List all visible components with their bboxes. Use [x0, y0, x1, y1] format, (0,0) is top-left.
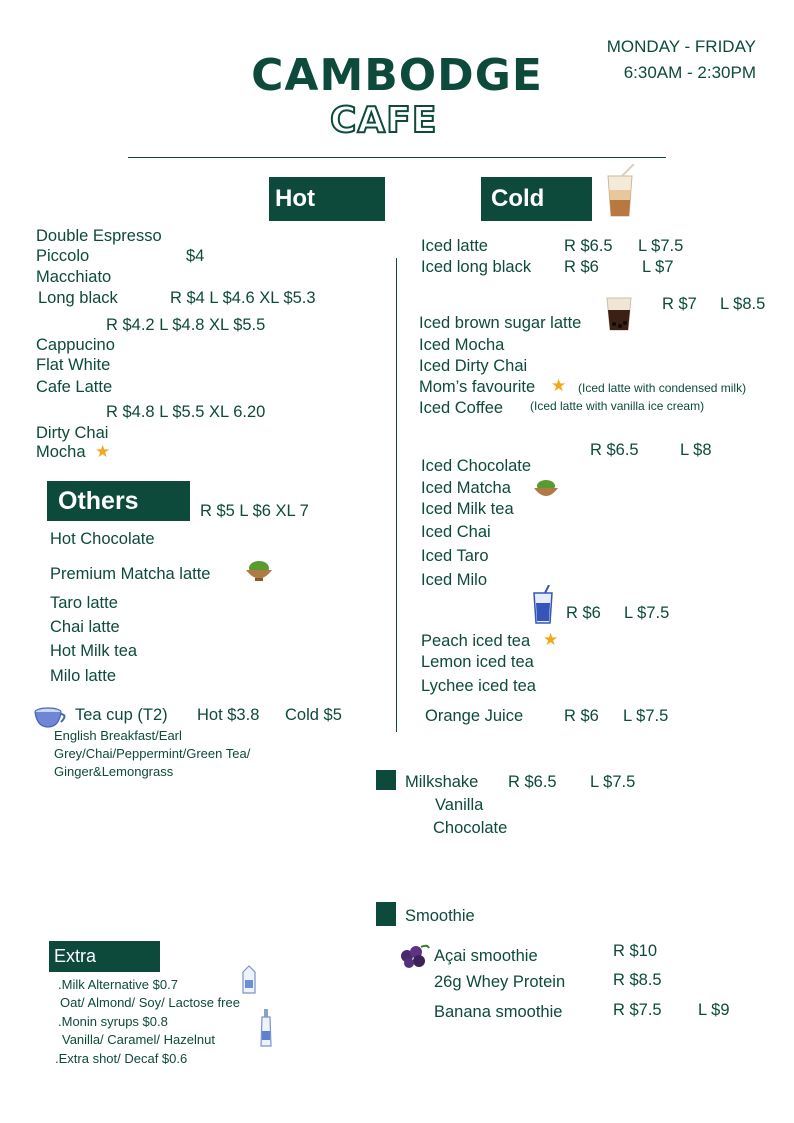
smoothie-item: Banana smoothie	[434, 1003, 563, 1021]
hot-item: Cafe Latte	[36, 378, 113, 396]
orange-juice-r-price: R $6	[564, 707, 599, 725]
tea-flavours: English Breakfast/Earl	[54, 728, 182, 743]
milk-coffee-prices: R $4.2 L $4.8 XL $5.5	[106, 316, 266, 334]
cold-item: Iced long black	[421, 258, 532, 276]
hours-time: 6:30AM - 2:30PM	[623, 63, 756, 82]
group2-r-price: R $7	[662, 295, 697, 313]
iced-latte-l-price: L $7.5	[638, 237, 684, 255]
others-item: Taro latte	[50, 594, 118, 612]
tea-flavours: Ginger&Lemongrass	[54, 764, 174, 779]
whey-r-price: R $8.5	[613, 971, 662, 989]
smoothie-item: Açai smoothie	[434, 947, 538, 965]
others-item: Premium Matcha latte	[50, 565, 211, 583]
hot-item: Cappucino	[36, 336, 115, 354]
cold-item: Iced Matcha	[421, 479, 511, 497]
cold-item: Peach iced tea	[421, 632, 531, 650]
column-divider	[396, 258, 397, 732]
hot-item: Long black	[38, 289, 118, 307]
section-hot-tab	[269, 177, 385, 221]
hot-item: Piccolo	[36, 247, 90, 265]
section-extra-tab	[49, 941, 160, 972]
matcha-bowl-icon	[531, 476, 561, 500]
others-item: Chai latte	[50, 618, 120, 636]
syrup-bottle-icon	[258, 1009, 274, 1047]
others-item: Hot Milk tea	[50, 642, 138, 660]
iced-coffee-note: (Iced latte with vanilla ice cream)	[530, 399, 705, 413]
cold-item: Iced Milo	[421, 571, 488, 589]
brand-subtitle: CAFE	[330, 100, 438, 141]
iced-latte-r-price: R $6.5	[564, 237, 613, 255]
extra-line: Oat/ Almond/ Soy/ Lactose free	[60, 995, 240, 1010]
milkshake-marker	[376, 770, 396, 790]
long-black-prices: R $4 L $4.6 XL $5.3	[170, 289, 316, 307]
section-cold-title: Cold	[491, 185, 545, 212]
extra-line: .Monin syrups $0.8	[58, 1014, 168, 1029]
banana-r-price: R $7.5	[613, 1001, 662, 1019]
cold-item: Iced brown sugar latte	[419, 314, 582, 332]
cold-item: Iced Mocha	[419, 336, 505, 354]
cold-item: Iced Coffee	[419, 399, 504, 417]
cold-item: Orange Juice	[425, 707, 524, 725]
teacup-cold-price: Cold $5	[285, 706, 342, 724]
acai-r-price: R $10	[613, 942, 658, 960]
teacup-name: Tea cup (T2)	[75, 706, 168, 724]
star-icon: ★	[551, 376, 567, 395]
group4-l-price: L $7.5	[624, 604, 670, 622]
others-item: Milo latte	[50, 667, 117, 685]
group2-l-price: L $8.5	[720, 295, 766, 313]
milkshake-flavour: Vanilla	[435, 796, 484, 814]
iced-long-black-r-price: R $6	[564, 258, 599, 276]
milkshake-r-price: R $6.5	[508, 773, 557, 791]
hot-item: Double Espresso	[36, 227, 162, 245]
cold-item: Iced Taro	[421, 547, 489, 565]
moms-favourite-note: (Iced latte with condensed milk)	[578, 381, 747, 395]
milkshake-title: Milkshake	[405, 773, 479, 791]
chai-mocha-prices: R $4.8 L $5.5 XL 6.20	[106, 403, 266, 421]
acai-berries-icon	[397, 942, 431, 968]
extra-line: .Extra shot/ Decaf $0.6	[55, 1051, 188, 1066]
orange-juice-l-price: L $7.5	[623, 707, 669, 725]
smoothie-title: Smoothie	[405, 907, 475, 925]
cold-item: Iced Chai	[421, 523, 491, 541]
smoothie-item: 26g Whey Protein	[434, 973, 566, 991]
milkshake-l-price: L $7.5	[590, 773, 636, 791]
brown-sugar-cup-icon	[604, 292, 634, 332]
star-icon: ★	[543, 630, 559, 649]
section-cold-tab	[481, 177, 592, 221]
cold-item: Iced Chocolate	[421, 457, 532, 475]
extra-line: .Milk Alternative $0.7	[58, 977, 178, 992]
tea-flavours: Grey/Chai/Peppermint/Green Tea/	[54, 746, 251, 761]
hours-days: MONDAY - FRIDAY	[606, 37, 756, 56]
teacup-hot-price: Hot $3.8	[197, 706, 260, 724]
matcha-bowl-icon	[243, 557, 275, 583]
hot-item: Dirty Chai	[36, 424, 109, 442]
group4-r-price: R $6	[566, 604, 601, 622]
iced-tea-glass-icon	[531, 585, 555, 625]
iced-coffee-cup-icon	[602, 164, 638, 218]
cold-item: Lychee iced tea	[421, 677, 536, 695]
hot-item: Flat White	[36, 356, 111, 374]
group3-r-price: R $6.5	[590, 441, 639, 459]
iced-long-black-l-price: L $7	[642, 258, 674, 276]
star-icon: ★	[95, 442, 111, 461]
cold-item: Iced Milk tea	[421, 500, 514, 518]
section-extra-title: Extra	[54, 946, 97, 966]
piccolo-price: $4	[186, 247, 205, 265]
hot-item: Macchiato	[36, 268, 112, 286]
others-prices: R $5 L $6 XL 7	[200, 502, 309, 520]
smoothie-marker	[376, 902, 396, 926]
milkshake-flavour: Chocolate	[433, 819, 508, 837]
header-divider	[128, 157, 666, 158]
teacup-icon	[33, 705, 69, 729]
cold-item: Lemon iced tea	[421, 653, 534, 671]
hot-item: Mocha	[36, 443, 86, 461]
banana-l-price: L $9	[698, 1001, 730, 1019]
group3-l-price: L $8	[680, 441, 712, 459]
cold-item: Iced Dirty Chai	[419, 357, 528, 375]
brand-name: CAMBODGE	[251, 50, 543, 101]
cold-item: Iced latte	[421, 237, 488, 255]
cold-item: Mom’s favourite	[419, 378, 536, 396]
section-others-tab	[47, 481, 190, 521]
section-hot-title: Hot	[275, 185, 315, 212]
extra-line: Vanilla/ Caramel/ Hazelnut	[62, 1032, 215, 1047]
section-others-title: Others	[58, 486, 139, 515]
others-item: Hot Chocolate	[50, 530, 155, 548]
milk-carton-icon	[240, 964, 258, 994]
